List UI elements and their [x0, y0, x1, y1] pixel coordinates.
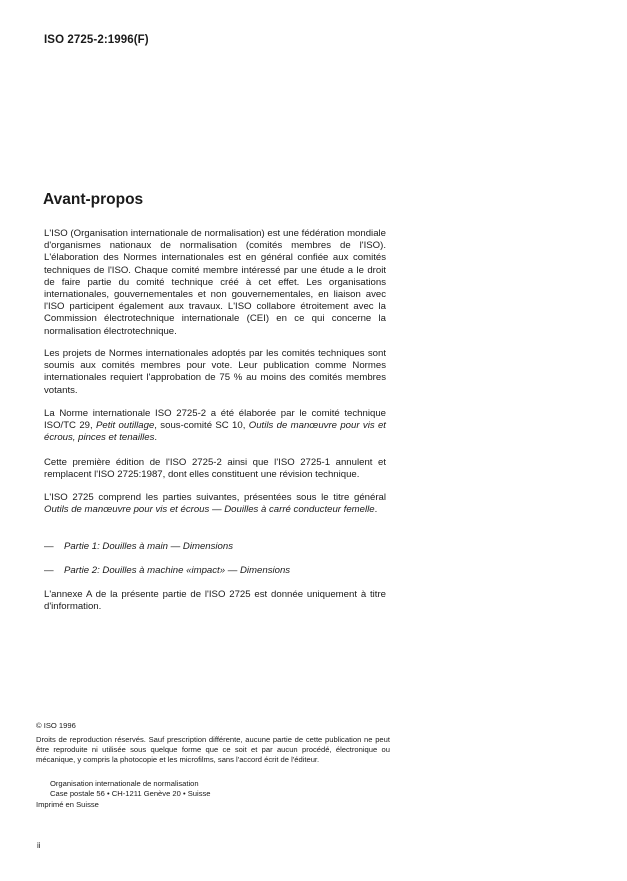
paragraph-elaboration: [44, 408, 386, 445]
list-item: [44, 565, 386, 577]
organisation-name: Organisation internationale de normalisation: [50, 779, 199, 788]
list-dash: —: [44, 541, 54, 552]
subcommittee-name: Outils de manœuvre pour vis et écrous, pinces et tenailles: [44, 420, 386, 444]
elaboration-text: La Norme internationale ISO 2725-2 a été élaborée par le comité technique ISO/TC 29,: [44, 408, 386, 432]
paragraph-annex: L'annexe A de la présente partie de l'ISO 2725 est donnée uniquement à titre d'information.: [44, 589, 386, 613]
copyright-notice: © ISO 1996: [36, 721, 76, 730]
parts-intro-end: .: [374, 504, 378, 516]
postal-address: Case postale 56 • CH-1211 Genève 20 • Suisse: [50, 789, 211, 798]
list-item-text: Partie 1: Douilles à main — Dimensions: [64, 541, 234, 552]
list-item: [44, 541, 386, 553]
paragraph-voting: Les projets de Normes internationales adoptés par les comités techniques sont soumis aux comités membres pour vote. Leur publication comme Normes internationales requiert l'approbation de 75 % au moins des comités membres votants.: [44, 348, 386, 396]
printed-in: Imprimé en Suisse: [36, 800, 99, 809]
publisher-address: [50, 779, 211, 799]
page-number: ii: [37, 841, 41, 850]
paragraph-iso-description: L'ISO (Organisation internationale de normalisation) est une fédération mondiale d'organismes nationaux de normalisation (comités membres de l'ISO). L'élaboration des Normes internationales est en général confiée aux comités techniques de l'ISO. Chaque comité membre intéressé par une étude a le droit de faire partie du comité technique créé à cet effet. Les organisations internationales, gouvernementales et non gouvernementales, en liaison avec l'ISO participent également aux travaux. L'ISO collabore étroitement avec la Commission électrotechnique internationale (CEI) en ce qui concerne la normalisation électrotechnique.: [44, 228, 386, 337]
standard-identifier: ISO 2725-2:1996(F): [44, 34, 149, 46]
list-dash: —: [44, 565, 54, 576]
elaboration-end: .: [154, 432, 158, 444]
elaboration-mid-text: , sous-comité SC 10,: [154, 420, 249, 432]
parts-intro-text: L'ISO 2725 comprend les parties suivantes, présentées sous le titre général: [44, 492, 386, 503]
paragraph-parts-intro: [44, 492, 386, 516]
general-title: Outils de manœuvre pour vis et écrous — Douilles à carré conducteur femelle: [44, 504, 375, 516]
rights-statement: Droits de reproduction réservés. Sauf prescription différente, aucune partie de cette publication ne peut être reproduite ni utilisée sous quelque forme que ce soit et par aucun procédé, électronique ou mécanique, y compris la photocopie et les microfilms, sans l'accord écrit de l'éditeur.: [36, 735, 390, 764]
paragraph-edition: Cette première édition de l'ISO 2725-2 ainsi que l'ISO 2725-1 annulent et remplacent l'ISO 2725:1987, dont elles constituent une révision technique.: [44, 457, 386, 481]
page-title: Avant-propos: [43, 191, 144, 208]
committee-name: Petit outillage: [96, 420, 155, 432]
list-item-text: Partie 2: Douilles à machine «impact» — Dimensions: [64, 565, 291, 576]
